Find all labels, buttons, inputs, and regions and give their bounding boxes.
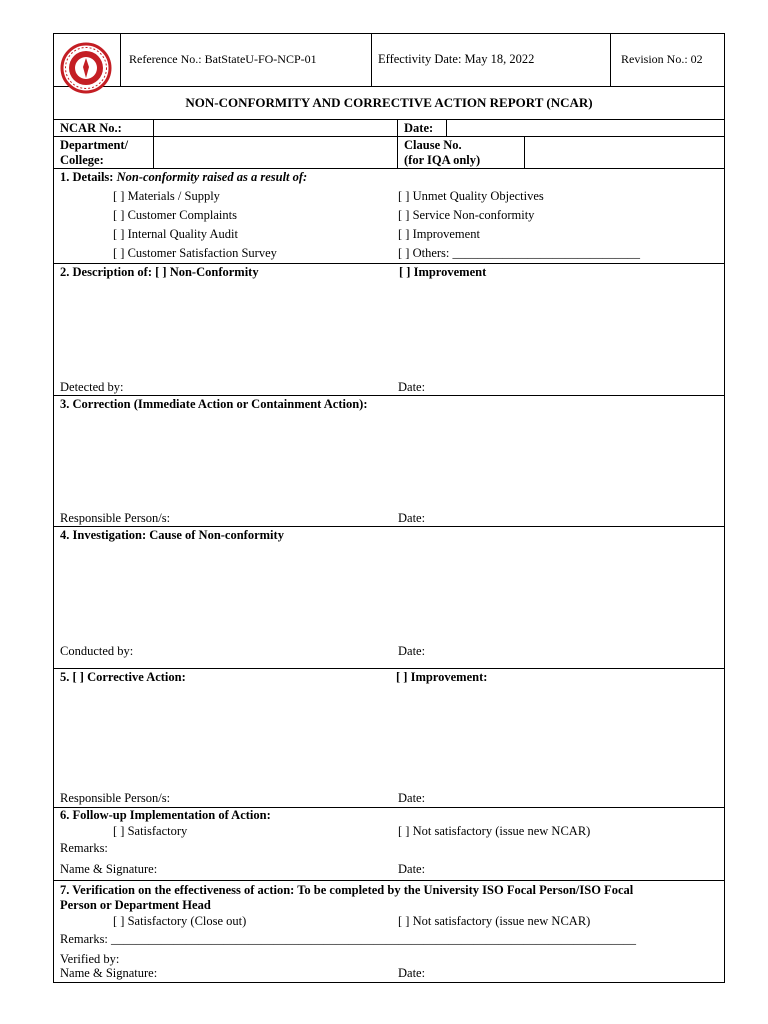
follow-up-not-satisfactory-option[interactable]: [ ] Not satisfactory (issue new NCAR) xyxy=(398,824,591,838)
corrective-responsible-label: Responsible Person/s: xyxy=(60,791,171,805)
college-label: College: xyxy=(60,153,104,167)
section-verification xyxy=(53,881,725,983)
option-others[interactable]: [ ] Others: ______________________________ xyxy=(398,246,640,260)
section-investigation xyxy=(53,527,725,669)
option-customer-complaints[interactable]: [ ] Customer Complaints xyxy=(113,208,237,222)
option-materials[interactable]: [ ] Materials / Supply xyxy=(113,189,220,203)
detected-by-label: Detected by: xyxy=(60,380,124,394)
section-corrective-action xyxy=(53,669,725,808)
corrective-improvement-option[interactable]: [ ] Improvement: xyxy=(396,670,488,684)
page-title: NON-CONFORMITY AND CORRECTIVE ACTION REPORT (NCAR) xyxy=(185,95,593,110)
verification-remarks-line[interactable]: Remarks: ____________________________________________________________________________________ xyxy=(60,932,637,946)
follow-up-heading: 6. Follow-up Implementation of Action: xyxy=(60,808,271,822)
description-improvement-option[interactable]: [ ] Improvement xyxy=(399,265,487,279)
verification-heading: 7. Verification on the effectiveness of action: To be completed by the University ISO Focal Person/ISO Focal xyxy=(60,883,634,897)
effectivity-date: Effectivity Date: May 18, 2022 xyxy=(378,52,535,66)
section-correction xyxy=(53,396,725,527)
clause-label: Clause No. xyxy=(404,138,462,152)
verification-heading-continued: Person or Department Head xyxy=(60,898,211,912)
verified-by-label: Verified by: xyxy=(60,952,120,966)
details-heading: 1. Details: Non-conformity raised as a result of: xyxy=(60,170,308,184)
ncar-form xyxy=(53,33,725,983)
verification-signature-label: Name & Signature: xyxy=(60,966,158,980)
section-details xyxy=(53,169,725,264)
detected-date-label: Date: xyxy=(398,380,426,394)
description-heading[interactable]: 2. Description of: [ ] Non-Conformity xyxy=(60,265,259,279)
department-field[interactable] xyxy=(153,137,398,168)
ncar-number-field[interactable] xyxy=(153,120,398,136)
revision-number: Revision No.: 02 xyxy=(621,52,703,66)
corrective-action-heading[interactable]: 5. [ ] Corrective Action: xyxy=(60,670,186,684)
option-service-nonconformity[interactable]: [ ] Service Non-conformity xyxy=(398,208,535,222)
ncar-number-row xyxy=(53,120,725,137)
effectivity-cell xyxy=(371,34,611,87)
correction-date-label: Date: xyxy=(398,511,426,525)
department-row xyxy=(53,137,725,169)
verification-satisfactory-option[interactable]: [ ] Satisfactory (Close out) xyxy=(113,914,247,928)
department-label: Department/ xyxy=(60,138,129,152)
clause-note: (for IQA only) xyxy=(404,153,481,167)
option-improvement[interactable]: [ ] Improvement xyxy=(398,227,480,241)
investigation-heading: 4. Investigation: Cause of Non-conformity xyxy=(60,528,284,542)
verification-not-satisfactory-option[interactable]: [ ] Not satisfactory (issue new NCAR) xyxy=(398,914,591,928)
correction-heading: 3. Correction (Immediate Action or Containment Action): xyxy=(60,397,368,411)
clause-field[interactable] xyxy=(524,137,725,168)
verification-date-label: Date: xyxy=(398,966,426,980)
investigation-date-label: Date: xyxy=(398,644,426,658)
title-row xyxy=(53,87,725,120)
correction-responsible-label: Responsible Person/s: xyxy=(60,511,171,525)
header-row xyxy=(53,33,725,87)
logo-cell xyxy=(54,34,121,87)
follow-up-satisfactory-option[interactable]: [ ] Satisfactory xyxy=(113,824,188,838)
date-field[interactable] xyxy=(446,120,725,136)
follow-up-signature-label: Name & Signature: xyxy=(60,862,158,876)
corrective-date-label: Date: xyxy=(398,791,426,805)
option-internal-audit[interactable]: [ ] Internal Quality Audit xyxy=(113,227,238,241)
conducted-by-label: Conducted by: xyxy=(60,644,134,658)
option-satisfaction-survey[interactable]: [ ] Customer Satisfaction Survey xyxy=(113,246,277,260)
date-label: Date: xyxy=(404,121,434,135)
ncar-number-label: NCAR No.: xyxy=(60,121,122,135)
option-unmet-objectives[interactable]: [ ] Unmet Quality Objectives xyxy=(398,189,544,203)
follow-up-date-label: Date: xyxy=(398,862,426,876)
section-description xyxy=(53,264,725,396)
reference-number: Reference No.: BatStateU-FO-NCP-01 xyxy=(129,52,317,66)
follow-up-remarks-label: Remarks: xyxy=(60,841,108,855)
section-follow-up xyxy=(53,808,725,881)
